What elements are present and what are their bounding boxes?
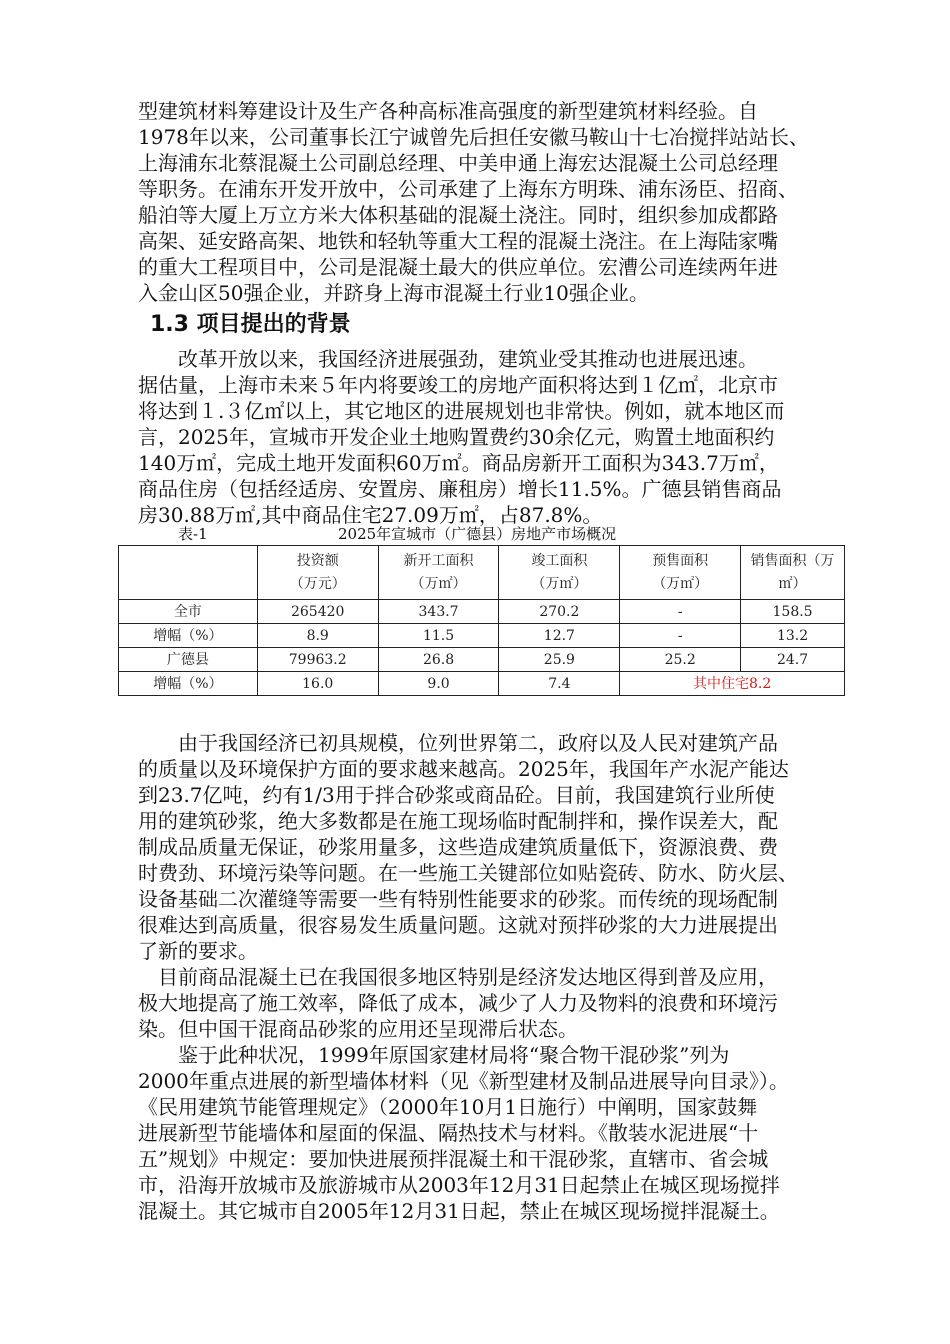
- text-line: 用的建筑砂浆，绝大多数都是在施工现场临时配制拌和，操作误差大，配: [138, 809, 778, 833]
- table-cell: 16.0: [257, 672, 378, 696]
- text-line: 目前商品混凝土已在我国很多地区特别是经济发达地区得到普及应用，: [138, 965, 778, 989]
- text-line: 设备基础二次灌缝等需要一些有特别性能要求的砂浆。而传统的现场配制: [138, 887, 778, 911]
- header-cell: 销售面积（万 ㎡）: [741, 546, 845, 600]
- text-line: 由于我国经济已初具规模，位列世界第二，政府以及人民对建筑产品: [138, 731, 778, 755]
- table-row: [119, 648, 845, 672]
- table-cell: 25.2: [620, 648, 741, 672]
- table-cell: 7.4: [499, 672, 620, 696]
- text-line: 染。但中国干混商品砂浆的应用还呈现滞后状态。: [138, 1017, 578, 1041]
- table-cell: 265420: [257, 600, 378, 624]
- real-estate-table: [118, 545, 845, 696]
- market-demand-paragraph: [138, 730, 866, 964]
- text-line: 2000年重点进展的新型墙体材料（见《新型建材及制品进展导向目录》）。: [138, 1069, 789, 1093]
- table-header-row: [119, 546, 845, 600]
- header-cell: 预售面积 （万㎡）: [620, 546, 741, 600]
- text-line: 型建筑材料筹建设计及生产各种高标准高强度的新型建筑材料经验。自: [138, 99, 758, 123]
- table-cell: 8.9: [257, 624, 378, 648]
- text-line: 上海浦东北蔡混凝土公司副总经理、中美申通上海宏达混凝土公司总经理: [138, 151, 778, 175]
- text-line: 入金山区50强企业，并跻身上海市混凝土行业10强企业。: [138, 281, 649, 305]
- header-cell: 竣工面积 （万㎡）: [499, 546, 620, 600]
- company-intro-paragraph: [138, 98, 866, 306]
- table-cell: 25.9: [499, 648, 620, 672]
- text-line: 船泊等大厦上万立方米大体积基础的混凝土浇注。同时，组织参加成都路: [138, 203, 778, 227]
- text-line: 言，2025年，宣城市开发企业土地购置费约30余亿元，购置土地面积约: [138, 425, 775, 449]
- text-line: 了新的要求。: [138, 939, 258, 963]
- row-label-cell: 增幅（%）: [119, 672, 258, 696]
- row-label-cell: 增幅（%）: [119, 624, 258, 648]
- table-cell: 13.2: [741, 624, 845, 648]
- text-line: 1978年以来，公司董事长江宁诚曾先后担任安徽马鞍山十七冶搅拌站站长、: [138, 125, 809, 149]
- text-line: 改革开放以来，我国经济进展强劲，建筑业受其推动也进展迅速。: [138, 347, 758, 371]
- text-line: 将达到１.３亿㎡以上，其它地区的进展规划也非常快。例如，就本地区而: [138, 399, 785, 423]
- table-cell: 79963.2: [257, 648, 378, 672]
- text-line: 混凝土。其它城市自2005年12月31日起，禁止在城区现场搅拌混凝土。: [138, 1199, 780, 1223]
- text-line: 高架、延安路高架、地铁和轻轨等重大工程的混凝土浇注。在上海陆家嘴: [138, 229, 778, 253]
- text-line: 五”规划》中规定：要加快进展预拌混凝土和干混砂浆，直辖市、省会城: [138, 1147, 769, 1171]
- header-cell-blank: [119, 546, 258, 600]
- table-cell: 270.2: [499, 600, 620, 624]
- table-cell: 343.7: [378, 600, 499, 624]
- text-line: 《民用建筑节能管理规定》（2000年10月1日施行）中阐明，国家鼓舞: [138, 1095, 758, 1119]
- table-cell: 158.5: [741, 600, 845, 624]
- text-line: 极大地提高了施工效率，降低了成本，减少了人力及物料的浪费和环境污: [138, 991, 778, 1015]
- residential-note-cell: 其中住宅8.2: [620, 672, 845, 696]
- text-line: 的重大工程项目中，公司是混凝土最大的供应单位。宏漕公司连续两年进: [138, 255, 778, 279]
- table-cell: 24.7: [741, 648, 845, 672]
- text-line: 时费劲、环境污染等问题。在一些施工关键部位如贴瓷砖、防水、防火层、: [138, 861, 798, 885]
- table-row: [119, 672, 845, 696]
- section-heading: 1.3 项目提出的背景: [150, 312, 351, 337]
- text-line: 到23.7亿吨，约有1/3用于拌合砂浆或商品砼。目前，我国建筑行业所使: [138, 783, 775, 807]
- text-line: 很难达到高质量，很容易发生质量问题。这就对预拌砂浆的大力进展提出: [138, 913, 778, 937]
- table-cell: 11.5: [378, 624, 499, 648]
- header-cell: 投资额 （万元）: [257, 546, 378, 600]
- text-line: 制成品质量无保证，砂浆用量多，这些造成建筑质量低下，资源浪费、费: [138, 835, 778, 859]
- table-title: 2025年宣城市（广德县）房地产市场概况: [338, 525, 617, 543]
- text-line: 房30.88万㎡,其中商品住宅27.09万㎡，占87.8%。: [138, 503, 603, 527]
- text-line: 商品住房（包括经适房、安置房、廉租房）增长11.5%。广德县销售商品: [138, 477, 782, 501]
- text-line: 等职务。在浦东开发开放中，公司承建了上海东方明珠、浦东汤臣、招商、: [138, 177, 798, 201]
- text-line: 140万㎡，完成土地开发面积60万㎡。商品房新开工面积为343.7万㎡，: [138, 451, 779, 475]
- table-label: 表-1: [178, 525, 208, 543]
- table-cell: -: [620, 600, 741, 624]
- text-line: 市，沿海开放城市及旅游城市从2003年12月31日起禁止在城区现场搅拌: [138, 1173, 780, 1197]
- text-line: 鉴于此种状况，1999年原国家建材局将“聚合物干混砂浆”列为: [138, 1043, 730, 1067]
- table-row: [119, 600, 845, 624]
- table-cell: 9.0: [378, 672, 499, 696]
- table-cell: 12.7: [499, 624, 620, 648]
- row-label-cell: 广德县: [119, 648, 258, 672]
- row-label-cell: 全市: [119, 600, 258, 624]
- background-paragraph: [138, 346, 866, 528]
- text-line: 进展新型节能墙体和屋面的保温、隔热技术与材料。《散装水泥进展“十: [138, 1121, 759, 1145]
- table-row: [119, 624, 845, 648]
- ready-mix-paragraph: [138, 964, 866, 1042]
- table-cell: -: [620, 624, 741, 648]
- text-line: 据估量，上海市未来５年内将要竣工的房地产面积将达到１亿㎡，北京市: [138, 373, 778, 397]
- header-cell: 新开工面积 （万㎡）: [378, 546, 499, 600]
- policy-paragraph: [138, 1042, 866, 1224]
- text-line: 的质量以及环境保护方面的要求越来越高。2025年，我国年产水泥产能达: [138, 757, 789, 781]
- table-cell: 26.8: [378, 648, 499, 672]
